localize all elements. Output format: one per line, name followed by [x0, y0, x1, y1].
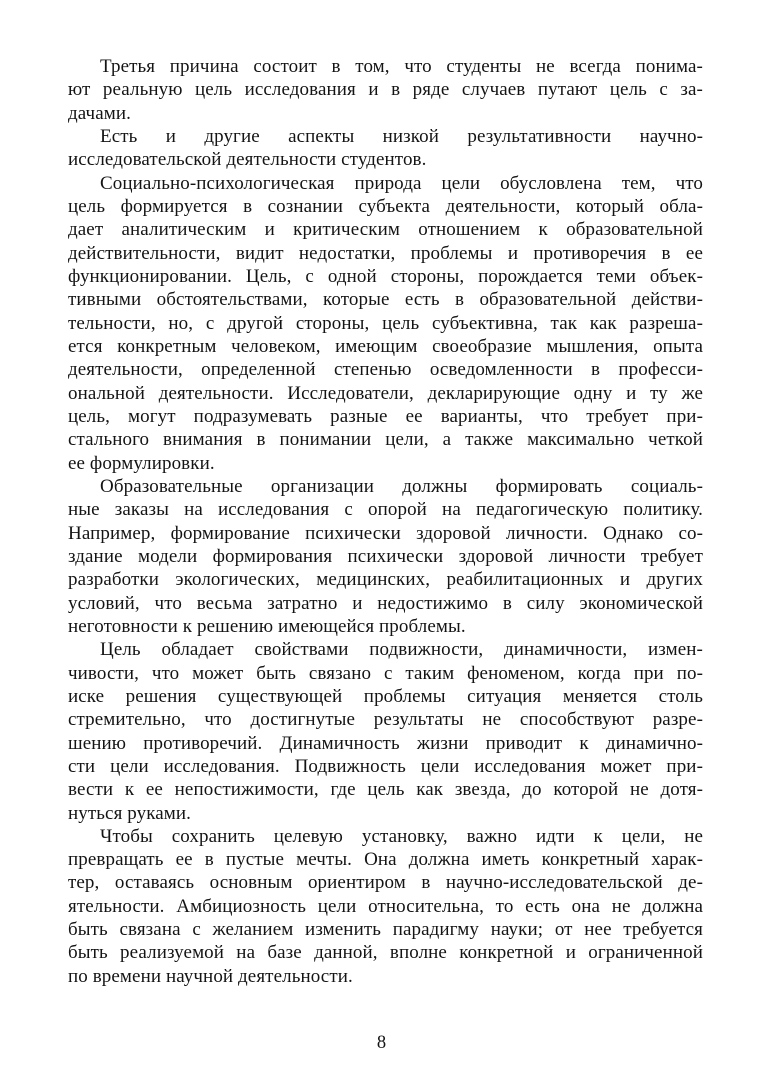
text-line: по времени научной деятельности. [68, 965, 353, 987]
text-line: тельности, но, с другой стороны, цель субъективна, так как разреша- [68, 312, 703, 334]
text-line: ют реальную цель исследования и в ряде случаев путают цель с за- [68, 79, 703, 101]
text-line: действительности, видит недостатки, проблемы и противоречия в ее [68, 242, 703, 264]
text-line: ется конкретным человеком, имеющим своеобразие мышления, опыта [68, 335, 703, 357]
text-line: превращать ее в пустые мечты. Она должна иметь конкретный харак- [68, 849, 703, 871]
text-line: быть связана с желанием изменить парадигму науки; от нее требуется [68, 919, 703, 941]
paragraph [68, 125, 703, 172]
text-line: быть реализуемой на базе данной, вполне конкретной и ограниченной [68, 942, 703, 964]
text-line: Социально-психологическая природа цели обусловлена тем, что [100, 172, 703, 194]
page-number: 8 [376, 1033, 387, 1053]
paragraph [68, 172, 703, 475]
text-line: ее формулировки. [68, 452, 215, 474]
text-line: здание модели формирования психически здоровой личности требует [68, 545, 703, 567]
paragraph [68, 55, 703, 125]
text-line: чивости, что может быть связано с таким феноменом, когда при по- [68, 662, 703, 684]
text-line: разработки экологических, медицинских, реабилитационных и других [68, 569, 703, 591]
text-line: функционировании. Цель, с одной стороны, порождается теми объек- [68, 265, 703, 287]
text-line: ональной деятельности. Исследователи, декларирующие одну и ту же [68, 382, 703, 404]
text-line: деятельности, определенной степенью осведомленности в професси- [68, 359, 703, 381]
paragraph [68, 475, 703, 638]
text-line: исследовательской деятельности студентов. [68, 149, 427, 171]
text-line: цель формируется в сознании субъекта деятельности, который обла- [68, 195, 703, 217]
text-line: стремительно, что достигнутые результаты не способствуют разре- [68, 709, 703, 731]
text-line: Например, формирование психически здоровой личности. Однако со- [68, 522, 703, 544]
text-line: Цель обладает свойствами подвижности, динамичности, измен- [100, 639, 703, 661]
text-line: условий, что весьма затратно и недостижимо в силу экономической [68, 592, 703, 614]
text-line: стального внимания в понимании цели, а также максимально четкой [68, 429, 703, 451]
text-line: дает аналитическим и критическим отношением к образовательной [68, 219, 703, 241]
text-line: Есть и другие аспекты низкой результативности научно- [100, 125, 703, 147]
text-line: ные заказы на исследования с опорой на педагогическую политику. [68, 499, 703, 521]
text-line: неготовности к решению имеющейся проблемы. [68, 615, 466, 637]
text-line: иске решения существующей проблемы ситуация меняется столь [68, 685, 703, 707]
text-line: цель, могут подразумевать разные ее варианты, что требует при- [68, 405, 703, 427]
text-line: тивными обстоятельствами, которые есть в образовательной действи- [68, 289, 703, 311]
text-line: вести к ее непостижимости, где цель как звезда, до которой не дотя- [68, 779, 703, 801]
paragraph [68, 638, 703, 825]
text-line: тер, оставаясь основным ориентиром в научно-исследовательской де- [68, 872, 703, 894]
text-line: Чтобы сохранить целевую установку, важно идти к цели, не [100, 825, 703, 847]
text-line: шению противоречий. Динамичность жизни приводит к динамично- [68, 732, 703, 754]
text-line: ятельности. Амбициозность цели относительна, то есть она не должна [68, 895, 703, 917]
text-line: дачами. [68, 102, 131, 124]
text-line: сти цели исследования. Подвижность цели исследования может при- [68, 755, 703, 777]
text-line: Образовательные организации должны формировать социаль- [100, 475, 703, 497]
text-line: Третья причина состоит в том, что студенты не всегда понима- [100, 56, 703, 77]
text-block [68, 55, 703, 988]
paragraph [68, 825, 703, 988]
text-line: нуться руками. [68, 802, 192, 824]
